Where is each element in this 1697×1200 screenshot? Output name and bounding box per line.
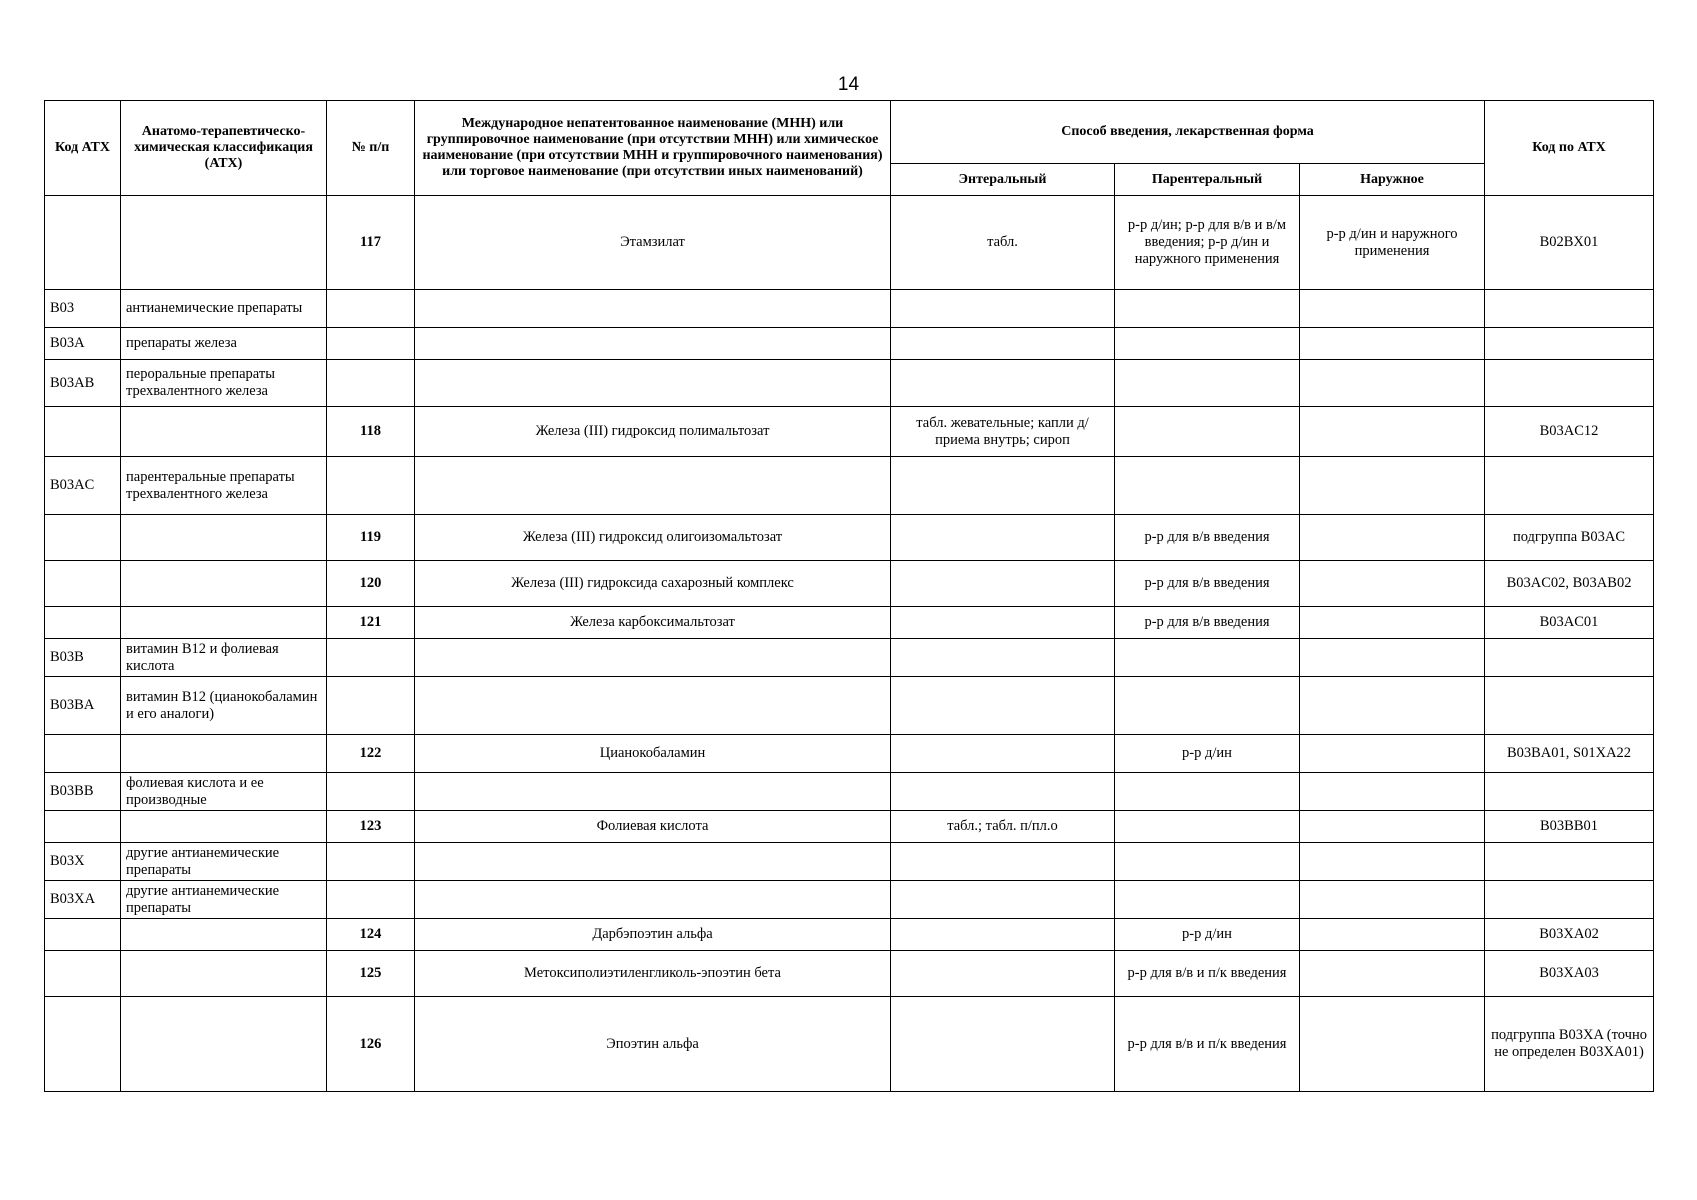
cell-atc: подгруппа B03XA (точно не определен B03XA01) <box>1485 997 1654 1092</box>
cell-nar <box>1300 843 1485 881</box>
header-atc-code: Код по АТХ <box>1485 101 1654 196</box>
cell-name <box>415 773 891 811</box>
table-row <box>45 997 1654 1092</box>
cell-par: р-р для в/в и п/к введения <box>1115 951 1300 997</box>
cell-num: 117 <box>327 196 415 290</box>
page-number: 14 <box>837 74 860 95</box>
cell-par: р-р для в/в введения <box>1115 515 1300 561</box>
cell-par: р-р для в/в введения <box>1115 561 1300 607</box>
cell-nar: р-р д/ин и наружного применения <box>1300 196 1485 290</box>
cell-code <box>45 407 121 457</box>
cell-atc: B03AC01 <box>1485 607 1654 639</box>
cell-atc <box>1485 360 1654 407</box>
cell-code <box>45 515 121 561</box>
cell-num: 124 <box>327 919 415 951</box>
cell-par <box>1115 290 1300 328</box>
cell-name: Железа (III) гидроксид полимальтозат <box>415 407 891 457</box>
cell-cls <box>121 919 327 951</box>
cell-atc: B03XA03 <box>1485 951 1654 997</box>
cell-atc <box>1485 290 1654 328</box>
cell-nar <box>1300 407 1485 457</box>
cell-code: B03XA <box>45 881 121 919</box>
cell-nar <box>1300 515 1485 561</box>
cell-name: Железа (III) гидроксида сахарозный комплекс <box>415 561 891 607</box>
cell-name <box>415 328 891 360</box>
cell-code <box>45 607 121 639</box>
cell-ent: табл. <box>891 196 1115 290</box>
cell-num <box>327 290 415 328</box>
table-row <box>45 196 1654 290</box>
cell-name: Этамзилат <box>415 196 891 290</box>
cell-cls <box>121 561 327 607</box>
cell-code: B03AC <box>45 457 121 515</box>
cell-par <box>1115 639 1300 677</box>
cell-name <box>415 639 891 677</box>
cell-code <box>45 919 121 951</box>
table-row <box>45 951 1654 997</box>
table-row <box>45 290 1654 328</box>
cell-atc: B03AC02, B03AB02 <box>1485 561 1654 607</box>
cell-num <box>327 881 415 919</box>
cell-name <box>415 360 891 407</box>
table-body <box>45 196 1654 1092</box>
table-row <box>45 360 1654 407</box>
cell-nar <box>1300 735 1485 773</box>
cell-ent <box>891 561 1115 607</box>
cell-atc <box>1485 773 1654 811</box>
cell-ent <box>891 639 1115 677</box>
cell-name: Цианокобаламин <box>415 735 891 773</box>
cell-nar <box>1300 773 1485 811</box>
cell-atc <box>1485 328 1654 360</box>
header-enteral: Энтеральный <box>891 164 1115 196</box>
cell-ent <box>891 328 1115 360</box>
cell-nar <box>1300 607 1485 639</box>
cell-num: 126 <box>327 997 415 1092</box>
table-row <box>45 639 1654 677</box>
cell-nar <box>1300 290 1485 328</box>
table-row <box>45 328 1654 360</box>
cell-nar <box>1300 328 1485 360</box>
cell-ent <box>891 997 1115 1092</box>
cell-par: р-р д/ин <box>1115 735 1300 773</box>
cell-atc <box>1485 843 1654 881</box>
header-mnn: Международное непатентованное наименование (МНН) или группировочное наименование (при отсутствии МНН) или химическое наименование (при отсутствии МНН и группировочного наименования) или торговое наименование (при отсутствии иных наименований) <box>415 101 891 196</box>
cell-ent <box>891 607 1115 639</box>
cell-cls: витамин В12 и фолиевая кислота <box>121 639 327 677</box>
cell-ent <box>891 457 1115 515</box>
cell-name: Железа (III) гидроксид олигоизомальтозат <box>415 515 891 561</box>
cell-code <box>45 997 121 1092</box>
cell-cls <box>121 196 327 290</box>
cell-num <box>327 457 415 515</box>
table-row <box>45 881 1654 919</box>
cell-num <box>327 773 415 811</box>
cell-name: Железа карбоксимальтозат <box>415 607 891 639</box>
cell-num <box>327 843 415 881</box>
cell-name <box>415 457 891 515</box>
cell-atc: B03BB01 <box>1485 811 1654 843</box>
cell-par <box>1115 881 1300 919</box>
cell-name <box>415 881 891 919</box>
cell-ent <box>891 843 1115 881</box>
cell-ent <box>891 290 1115 328</box>
cell-cls <box>121 951 327 997</box>
cell-atc: B02BX01 <box>1485 196 1654 290</box>
cell-nar <box>1300 360 1485 407</box>
cell-par <box>1115 328 1300 360</box>
cell-ent <box>891 773 1115 811</box>
cell-ent <box>891 515 1115 561</box>
cell-name: Дарбэпоэтин альфа <box>415 919 891 951</box>
cell-num <box>327 639 415 677</box>
drug-table <box>44 100 1654 1092</box>
cell-code: B03 <box>45 290 121 328</box>
cell-par <box>1115 843 1300 881</box>
cell-name <box>415 290 891 328</box>
cell-atc <box>1485 457 1654 515</box>
cell-par <box>1115 360 1300 407</box>
cell-nar <box>1300 677 1485 735</box>
cell-name: Метоксиполиэтиленгликоль-эпоэтин бета <box>415 951 891 997</box>
table-row <box>45 735 1654 773</box>
cell-num: 121 <box>327 607 415 639</box>
cell-num: 123 <box>327 811 415 843</box>
cell-ent: табл.; табл. п/пл.о <box>891 811 1115 843</box>
cell-code <box>45 811 121 843</box>
cell-nar <box>1300 811 1485 843</box>
cell-ent <box>891 951 1115 997</box>
cell-cls <box>121 997 327 1092</box>
cell-atc <box>1485 677 1654 735</box>
cell-name: Эпоэтин альфа <box>415 997 891 1092</box>
cell-ent <box>891 919 1115 951</box>
cell-ent <box>891 360 1115 407</box>
cell-nar <box>1300 919 1485 951</box>
cell-atc: B03BA01, S01XA22 <box>1485 735 1654 773</box>
cell-cls: пероральные препараты трехвалентного железа <box>121 360 327 407</box>
cell-atc: подгруппа B03AC <box>1485 515 1654 561</box>
cell-cls: фолиевая кислота и ее производные <box>121 773 327 811</box>
cell-par <box>1115 677 1300 735</box>
cell-num: 122 <box>327 735 415 773</box>
cell-par <box>1115 773 1300 811</box>
cell-atc: B03XA02 <box>1485 919 1654 951</box>
cell-name <box>415 677 891 735</box>
cell-nar <box>1300 997 1485 1092</box>
table-row <box>45 843 1654 881</box>
cell-cls: препараты железа <box>121 328 327 360</box>
cell-cls: парентеральные препараты трехвалентного железа <box>121 457 327 515</box>
cell-num: 118 <box>327 407 415 457</box>
cell-cls <box>121 811 327 843</box>
cell-name: Фолиевая кислота <box>415 811 891 843</box>
cell-code <box>45 735 121 773</box>
cell-par: р-р д/ин; р-р для в/в и в/м введения; р-р д/ин и наружного применения <box>1115 196 1300 290</box>
cell-cls <box>121 407 327 457</box>
cell-num <box>327 328 415 360</box>
table-row <box>45 919 1654 951</box>
table-row <box>45 407 1654 457</box>
header-external: Наружное <box>1300 164 1485 196</box>
cell-par: р-р для в/в введения <box>1115 607 1300 639</box>
cell-cls: другие антианемические препараты <box>121 843 327 881</box>
table-row <box>45 773 1654 811</box>
cell-code: B03X <box>45 843 121 881</box>
table-row <box>45 677 1654 735</box>
cell-atc <box>1485 639 1654 677</box>
cell-ent <box>891 881 1115 919</box>
cell-code: B03B <box>45 639 121 677</box>
table-row <box>45 515 1654 561</box>
cell-code <box>45 196 121 290</box>
cell-name <box>415 843 891 881</box>
cell-cls <box>121 515 327 561</box>
header-code-atx: Код АТХ <box>45 101 121 196</box>
cell-num: 125 <box>327 951 415 997</box>
cell-cls: другие антианемические препараты <box>121 881 327 919</box>
cell-cls <box>121 735 327 773</box>
cell-num <box>327 360 415 407</box>
cell-nar <box>1300 639 1485 677</box>
cell-ent <box>891 735 1115 773</box>
cell-code: B03BB <box>45 773 121 811</box>
cell-par <box>1115 457 1300 515</box>
header-parenteral: Парентеральный <box>1115 164 1300 196</box>
table-row <box>45 457 1654 515</box>
cell-par <box>1115 407 1300 457</box>
cell-ent <box>891 677 1115 735</box>
cell-num: 119 <box>327 515 415 561</box>
cell-num <box>327 677 415 735</box>
cell-code <box>45 951 121 997</box>
table-row <box>45 607 1654 639</box>
cell-nar <box>1300 951 1485 997</box>
table-row <box>45 561 1654 607</box>
cell-par: р-р для в/в и п/к введения <box>1115 997 1300 1092</box>
table-row <box>45 811 1654 843</box>
cell-par: р-р д/ин <box>1115 919 1300 951</box>
cell-nar <box>1300 561 1485 607</box>
cell-atc <box>1485 881 1654 919</box>
cell-code <box>45 561 121 607</box>
cell-nar <box>1300 881 1485 919</box>
cell-cls: антианемические препараты <box>121 290 327 328</box>
cell-cls: витамин В12 (цианокобаламин и его аналоги) <box>121 677 327 735</box>
cell-ent: табл. жевательные; капли д/приема внутрь; сироп <box>891 407 1115 457</box>
cell-code: B03AB <box>45 360 121 407</box>
cell-code: B03BA <box>45 677 121 735</box>
cell-num: 120 <box>327 561 415 607</box>
cell-nar <box>1300 457 1485 515</box>
header-number: № п/п <box>327 101 415 196</box>
header-classification: Анатомо-терапевтическо-химическая классификация (АТХ) <box>121 101 327 196</box>
header-route-group: Способ введения, лекарственная форма <box>891 101 1485 164</box>
cell-atc: B03AC12 <box>1485 407 1654 457</box>
cell-code: B03A <box>45 328 121 360</box>
cell-par <box>1115 811 1300 843</box>
cell-cls <box>121 607 327 639</box>
